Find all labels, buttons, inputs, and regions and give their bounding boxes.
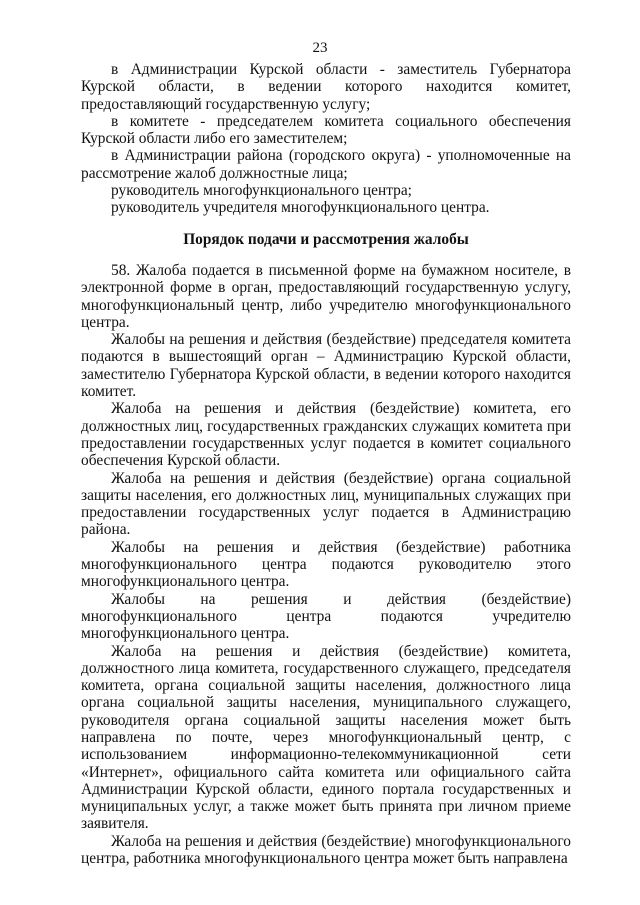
paragraph-mfc-founder-head: руководитель учредителя многофункционального центра. bbox=[111, 199, 490, 217]
paragraph-58: 58. Жалоба подается в письменной форме на бумажном носителе, в электронной форме в орган, предоставляющий государственную услугу, многофункциональный центр, либо учредителю многофункционального центра. bbox=[81, 261, 571, 331]
paragraph-committee-complaints: Жалоба на решения и действия (бездействие) комитета, его должностных лиц, государственных гражданских служащих комитета при предоставлении государственных услуг подается в комитет социального обеспечения Курской области. bbox=[81, 400, 571, 470]
page-number: 23 bbox=[312, 40, 328, 56]
paragraph-mfc-head: руководитель многофункционального центра; bbox=[111, 182, 412, 200]
paragraph-mfc-worker-complaints: Жалобы на решения и действия (бездействие) работника многофункционального центра подаются руководителю этого многофункционального центра. bbox=[81, 538, 571, 591]
paragraph-district-officials: в Администрации района (городского округа) - уполномоченные на рассмотрение жалоб должностные лица; bbox=[81, 147, 571, 182]
paragraph-social-protection-complaints: Жалоба на решения и действия (бездействие) органа социальной защиты населения, его должностных лиц, муниципальных служащих при предоставлении государственных услуг подается в Администрацию района. bbox=[81, 469, 571, 539]
section-heading: Порядок подачи и рассмотрения жалобы bbox=[183, 230, 469, 248]
paragraph-committee-chair: в комитете - председателем комитета социального обеспечения Курской области либо его заместителем; bbox=[81, 112, 571, 148]
paragraph-mfc-complaints: Жалобы на решения и действия (бездействие) многофункционального центра подаются учредителю многофункционального центра. bbox=[81, 590, 571, 643]
paragraph-submission-channels: Жалоба на решения и действия (бездействие) комитета, должностного лица комитета, государственного служащего, председателя комитета, органа социальной защиты населения, должностного лица органа социальной защиты населения, муниципального служащего, руководителя органа социальной защиты населения может быть направлена по почте, через многофункциональный центр, с использованием информационно-телекоммуникационной сети «Интернет», официального сайта комитета или официального сайта Администрации Курской области, единого портала государственных и муниципальных услуг, а также может быть принята при личном приеме заявителя. bbox=[81, 642, 571, 833]
paragraph-mfc-submission-start: Жалоба на решения и действия (бездействие) многофункционального центра, работника многофункционального центра может быть направлена bbox=[81, 832, 571, 868]
document-body bbox=[81, 61, 571, 867]
paragraph-chair-complaints: Жалобы на решения и действия (бездействие) председателя комитета подаются в вышестоящий орган – Администрацию Курской области, заместителю Губернатора Курской области, в ведении которого находится комитет. bbox=[81, 331, 571, 401]
paragraph-governor-deputy: в Администрации Курской области - заместитель Губернатора Курской области, в ведении которого находится комитет, предоставляющий государственную услугу; bbox=[81, 61, 571, 113]
